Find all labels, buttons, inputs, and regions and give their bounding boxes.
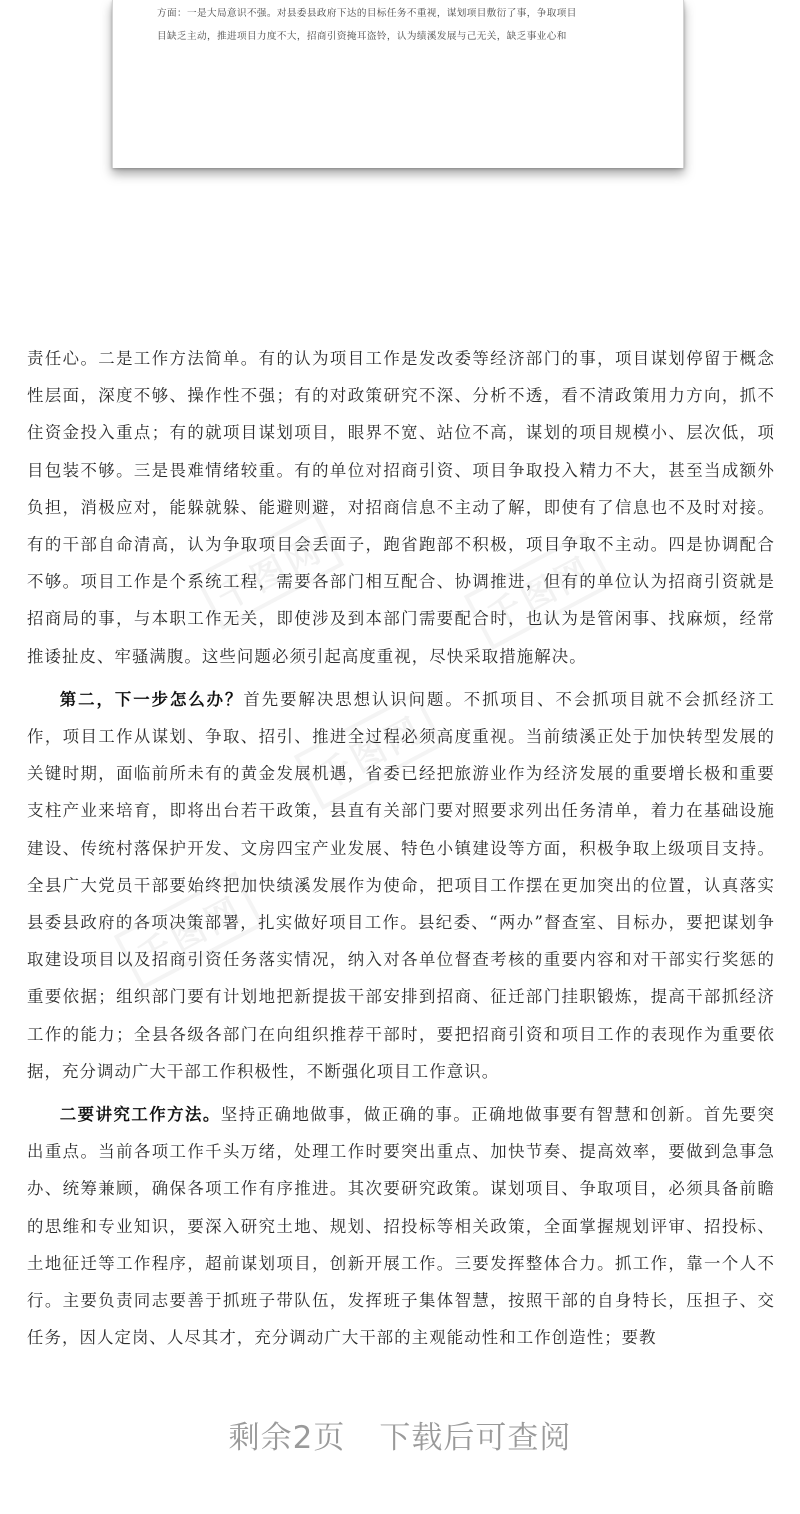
preview-line-1: 方面：一是大局意识不强。对县委县政府下达的目标任务不重视，谋划项目敷衍了事，争取项目 [157, 8, 577, 19]
watermark: 千图网 [294, 691, 444, 810]
previous-page-preview [112, 0, 684, 168]
paragraph-next-steps [27, 681, 775, 1090]
watermark: 千图网 [114, 871, 264, 990]
paragraph-heading: 二要讲究工作方法。 [59, 1105, 221, 1125]
paragraph-text: 坚持正确地做事，做正确的事。正确地做事要有智慧和创新。首先要突出重点。当前各项工作千头万绪，处理工作时要突出重点、加快节奏、提高效率，要做到急事急办、统筹兼顾，确保各项工作有序推进。其次要研究政策。谋划项目、争取项目，必须具备前瞻的思维和专业知识，要深入研究土地、规划、招投标等相关政策，全面掌握规划评审、招投标、土地征迁等工作程序，超前谋划项目，创新开展工作。三要发挥整体合力。抓工作，靠一个人不行。主要负责同志要善于抓班子带队伍，发挥班子集体智慧，按照干部的自身特长，压担子、交任务，因人定岗、人尽其才，充分调动广大干部的主观能动性和工作创造性；要教 [27, 1105, 775, 1348]
preview-line-2: 目缺乏主动，推进项目力度不大，招商引资掩耳盗铃，认为绩溪发展与己无关，缺乏事业心和 [157, 31, 567, 42]
paragraph-heading: 第二，下一步怎么办？ [59, 689, 244, 709]
paragraph-text: 首先要解决思想认识问题。不抓项目、不会抓项目就不会抓经济工作，项目工作从谋划、争取、招引、推进全过程必须高度重视。当前绩溪正处于加快转型发展的关键时期，面临前所未有的黄金发展机遇，省委已经把旅游业作为经济发展的重要增长极和重要支柱产业来培育，即将出台若干政策，县直有关部门要对照要求列出任务清单，着力在基础设施建设、传统村落保护开发、文房四宝产业发展、特色小镇建设等方面，积极争取上级项目支持。全县广大党员干部要始终把加快绩溪发展作为使命，把项目工作摆在更加突出的位置，认真落实县委县政府的各项决策部署，扎实做好项目工作。县纪委、“两办”督查室、目标办，要把谋划争取建设项目以及招商引资任务落实情况，纳入对各单位督查考核的重要内容和对干部实行奖惩的重要依据；组织部门要有计划地把新提拔干部安排到招商、征迁部门挂职锻炼，提高干部抓经济工作的能力；全县各级各部门在向组织推荐干部时，要把招商引资和项目工作的表现作为重要依据，充分调动广大干部工作积极性，不断强化项目工作意识。 [27, 689, 775, 1081]
watermark: 千图网 [194, 511, 344, 630]
remaining-pages-notice[interactable] [0, 1412, 800, 1457]
document-body [27, 340, 775, 1356]
watermark: 千图网 [464, 531, 614, 650]
remaining-pages-label: 剩余2页 [228, 1420, 346, 1456]
paragraph-work-methods [27, 1096, 775, 1356]
download-to-view-label: 下载后可查阅 [379, 1420, 572, 1456]
paragraph-problems: 责任心。二是工作方法简单。有的认为项目工作是发改委等经济部门的事，项目谋划停留于概念性层面，深度不够、操作性不强；有的对政策研究不深、分析不透，看不清政策用力方向，抓不住资金投入重点；有的就项目谋划项目，眼界不宽、站位不高，谋划的项目规模小、层次低，项目包装不够。三是畏难情绪较重。有的单位对招商引资、项目争取投入精力不大，甚至当成额外负担，消极应对，能躲就躲、能避则避，对招商信息不主动了解，即使有了信息也不及时对接。有的干部自命清高，认为争取项目会丢面子，跑省跑部不积极，项目争取不主动。四是协调配合不够。项目工作是个系统工程，需要各部门相互配合、协调推进，但有的单位认为招商引资就是招商局的事，与本职工作无关，即使涉及到本部门需要配合时，也认为是管闲事、找麻烦，经常推诿扯皮、牢骚满腹。这些问题必须引起高度重视，尽快采取措施解决。 [27, 349, 775, 666]
